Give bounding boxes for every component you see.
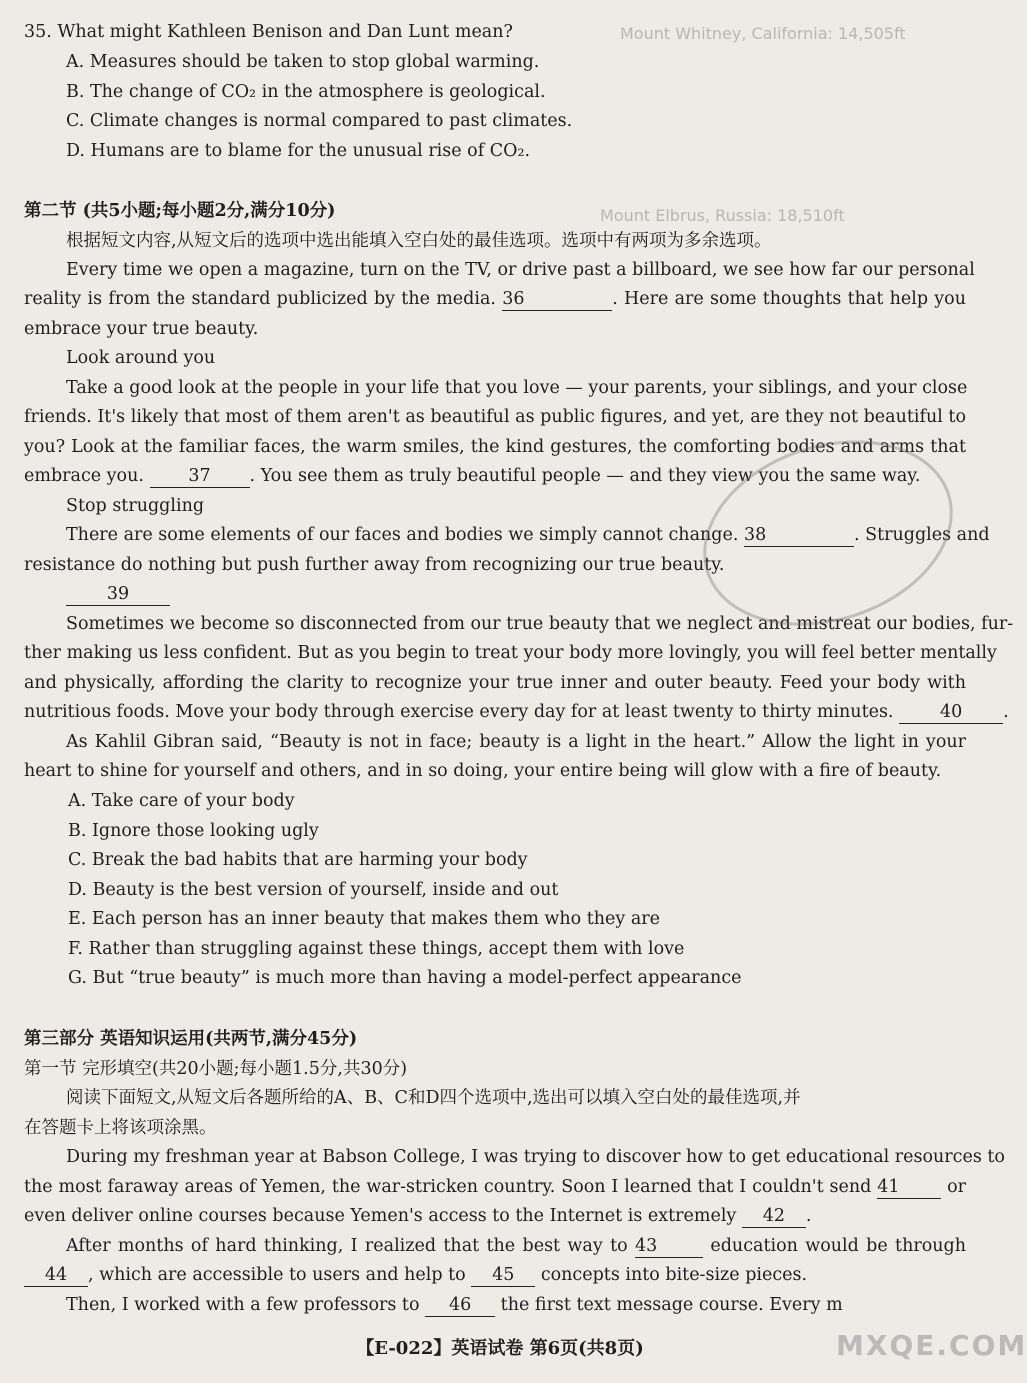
cloze-text: After months of hard thinking, I realized that the best way to bbox=[66, 1236, 628, 1256]
passage-line: Sometimes we become so disconnected from our true beauty that we neglect and mistreat our bodies, fur- bbox=[66, 614, 1014, 634]
blank-44[interactable]: 44 bbox=[24, 1264, 88, 1287]
blank-37[interactable]: 37 bbox=[150, 465, 250, 488]
passage-line: embrace your true beauty. bbox=[24, 319, 259, 339]
passage-text: . Struggles and bbox=[853, 525, 990, 545]
page-footer: 【E-022】英语试卷 第6页(共8页) bbox=[356, 1338, 644, 1359]
cloze-text: concepts into bite-size pieces. bbox=[540, 1265, 808, 1285]
passage-line: Every time we open a magazine, turn on the TV, or drive past a billboard, we see how far our personal bbox=[66, 260, 975, 280]
cloze-text: or bbox=[947, 1177, 966, 1197]
option-e: E. Each person has an inner beauty that makes them who they are bbox=[68, 909, 660, 929]
question-35: 35. What might Kathleen Benison and Dan Lunt mean? bbox=[24, 22, 513, 42]
passage-line: As Kahlil Gibran said, “Beauty is not in face; beauty is a light in the heart.” Allow the light in your bbox=[66, 732, 966, 752]
part-3-section-1: 第一节 完形填空(共20小题;每小题1.5分,共30分) bbox=[24, 1059, 408, 1079]
passage-line: Take a good look at the people in your life that you love — your parents, your siblings, and your close bbox=[66, 378, 968, 398]
blank-42[interactable]: 42 bbox=[742, 1205, 806, 1228]
part-3-instruction: 阅读下面短文,从短文后各题所给的A、B、C和D四个选项中,选出可以填入空白处的最佳选项,并 bbox=[66, 1088, 801, 1108]
passage-text: . Here are some thoughts that help you bbox=[612, 289, 966, 309]
passage-line: and physically, affording the clarity to recognize your true inner and outer beauty. Feed your body with bbox=[24, 673, 966, 693]
bleed-through-text: Mount Elbrus, Russia: 18,510ft bbox=[600, 206, 845, 225]
passage-line: ther making us less confident. But as you begin to treat your body more lovingly, you will feel better mentally bbox=[24, 643, 997, 663]
passage-line bbox=[24, 285, 966, 315]
blank-45[interactable]: 45 bbox=[471, 1264, 535, 1287]
passage-line: resistance do nothing but push further away from recognizing our true beauty. bbox=[24, 555, 725, 575]
blank-40[interactable]: 40 bbox=[899, 701, 1003, 724]
passage-subheading: Stop struggling bbox=[66, 496, 205, 516]
cloze-text: even deliver online courses because Yemen's access to the Internet is extremely bbox=[24, 1206, 737, 1226]
cloze-line: even deliver online courses because Yemen's access to the Internet is extremely 42 . bbox=[24, 1206, 812, 1226]
q35-option-c: C. Climate changes is normal compared to past climates. bbox=[66, 111, 573, 131]
cloze-line bbox=[66, 1291, 966, 1321]
passage-line: friends. It's likely that most of them aren't as beautiful as public figures, and yet, are they not beautiful to bbox=[24, 407, 966, 427]
q35-option-d: D. Humans are to blame for the unusual rise of CO₂. bbox=[66, 141, 531, 161]
section-2-instruction: 根据短文内容,从短文后的选项中选出能填入空白处的最佳选项。选项中有两项为多余选项。 bbox=[66, 231, 772, 251]
option-g: G. But “true beauty” is much more than having a model-perfect appearance bbox=[68, 968, 742, 988]
option-a: A. Take care of your body bbox=[68, 791, 295, 811]
cloze-text: the most faraway areas of Yemen, the war-stricken country. Soon I learned that I couldn't send bbox=[24, 1177, 872, 1197]
option-d: D. Beauty is the best version of yourself, inside and out bbox=[68, 880, 559, 900]
passage-text: nutritious foods. Move your body through exercise every day for at least twenty to thirty minutes. bbox=[24, 702, 894, 722]
passage-text: reality is from the standard publicized by the media. bbox=[24, 289, 496, 309]
passage-line: nutritious foods. Move your body through exercise every day for at least twenty to thirty minutes. 40 . bbox=[24, 702, 1009, 722]
blank-38[interactable]: 38 bbox=[744, 524, 854, 547]
cloze-text: education would be through bbox=[710, 1236, 967, 1256]
q35-option-b: B. The change of CO₂ in the atmosphere is geological. bbox=[66, 82, 546, 102]
bleed-through-text: Mount Whitney, California: 14,505ft bbox=[620, 24, 906, 43]
cloze-text: Then, I worked with a few professors to bbox=[66, 1295, 420, 1315]
cloze-line: During my freshman year at Babson College, I was trying to discover how to get educational resources to bbox=[66, 1147, 1005, 1167]
blank-36[interactable]: 36 bbox=[502, 288, 612, 311]
passage-text: embrace you. bbox=[24, 466, 144, 486]
option-b: B. Ignore those looking ugly bbox=[68, 821, 319, 841]
passage-text: . You see them as truly beautiful people — and they view you the same way. bbox=[249, 466, 921, 486]
section-2-title: 第二节 (共5小题;每小题2分,满分10分) bbox=[24, 201, 336, 221]
cloze-line bbox=[66, 1232, 966, 1262]
cloze-line bbox=[24, 1173, 966, 1203]
option-f: F. Rather than struggling against these things, accept them with love bbox=[68, 939, 685, 959]
cloze-line bbox=[24, 1261, 966, 1291]
passage-text: There are some elements of our faces and bodies we simply cannot change. bbox=[66, 525, 739, 545]
passage-line: heart to shine for yourself and others, and in so doing, your entire being will glow with a fire of beauty. bbox=[24, 761, 942, 781]
part-3-instruction: 在答题卡上将该项涂黑。 bbox=[24, 1118, 217, 1138]
site-watermark: MXQE.COM bbox=[836, 1329, 1027, 1362]
q35-option-a: A. Measures should be taken to stop global warming. bbox=[66, 52, 540, 72]
passage-line: you? Look at the familiar faces, the warm smiles, the kind gestures, the comforting bodies and arms that bbox=[24, 437, 966, 457]
blank-41[interactable]: 41 bbox=[877, 1176, 941, 1199]
option-c: C. Break the bad habits that are harming your body bbox=[68, 850, 528, 870]
blank-46[interactable]: 46 bbox=[425, 1294, 495, 1317]
cloze-text: the first text message course. Every m bbox=[500, 1295, 843, 1315]
passage-subheading: Look around you bbox=[66, 348, 216, 368]
part-3-title: 第三部分 英语知识运用(共两节,满分45分) bbox=[24, 1029, 358, 1049]
blank-43[interactable]: 43 bbox=[635, 1235, 703, 1258]
cloze-text: , which are accessible to users and help to bbox=[88, 1265, 466, 1285]
blank-39[interactable]: 39 bbox=[66, 583, 170, 606]
